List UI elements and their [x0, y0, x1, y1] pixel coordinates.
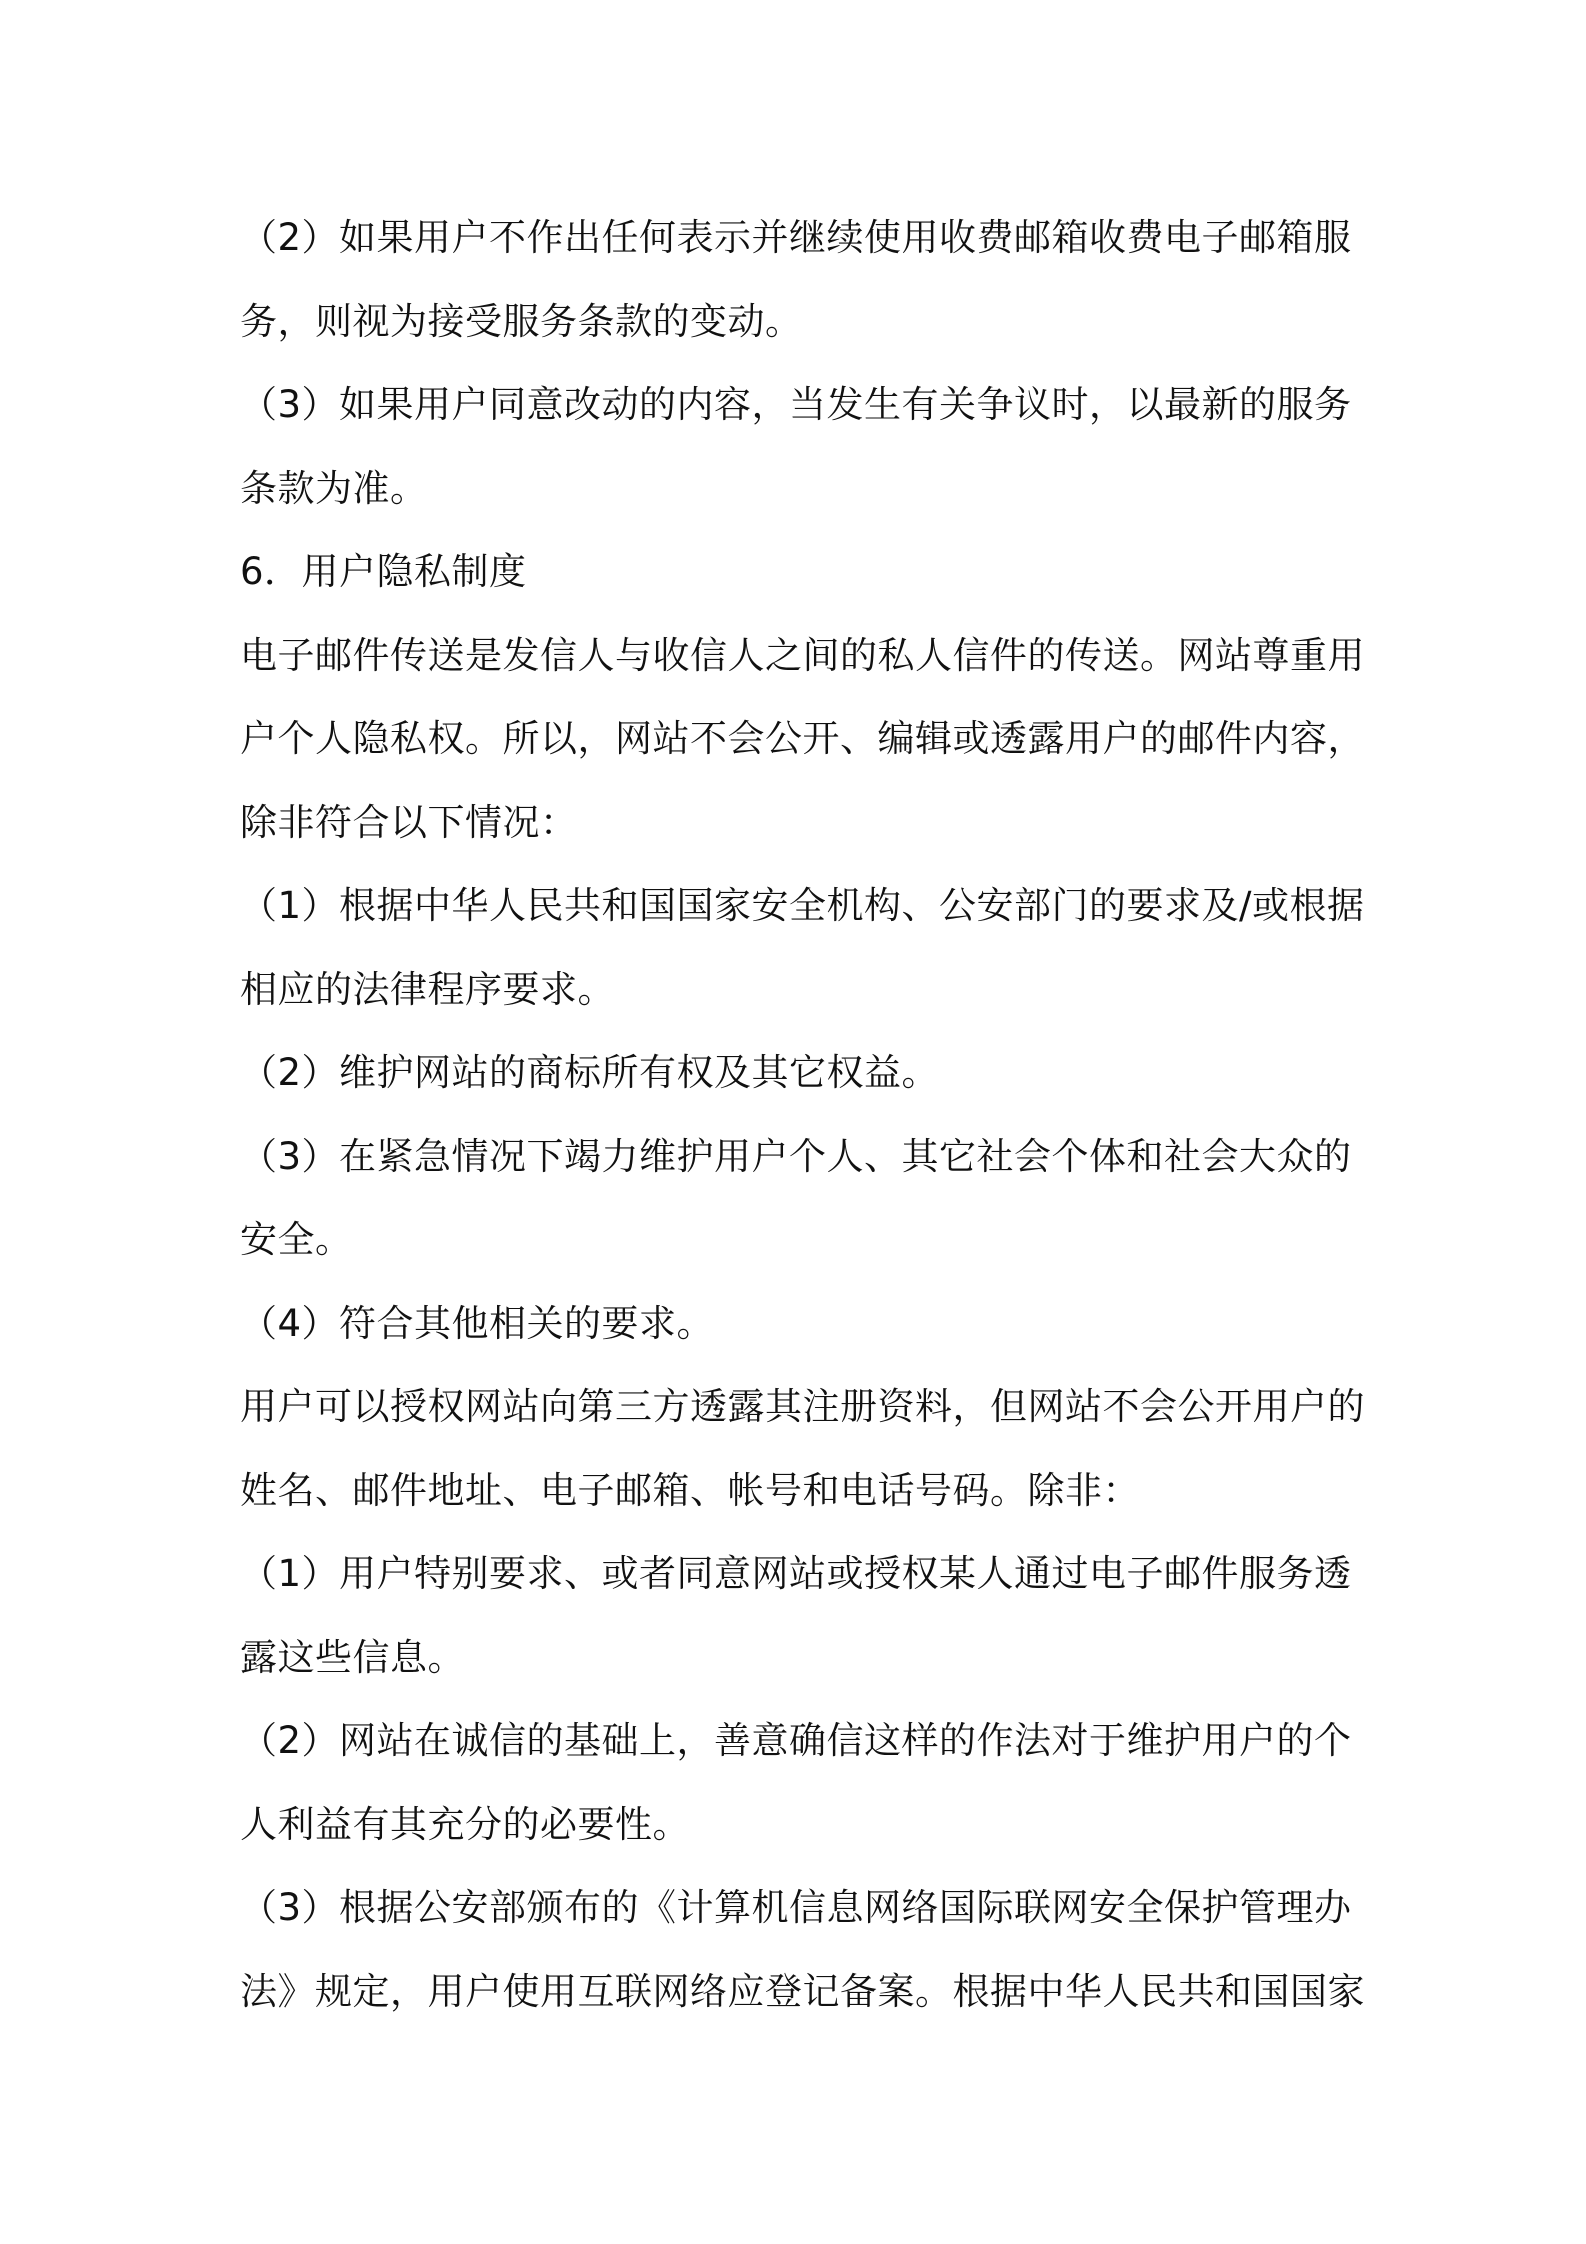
- section-heading: 6．用户隐私制度: [240, 550, 527, 593]
- text-line: （3）根据公安部颁布的《计算机信息网络国际联网安全保护管理办: [240, 1886, 1352, 1929]
- text-line: 务，则视为接受服务条款的变动。: [240, 299, 803, 343]
- text-line: （2）维护网站的商标所有权及其它权益。: [240, 1051, 940, 1094]
- text-line: 户个人隐私权。所以，网站不会公开、编辑或透露用户的邮件内容，: [240, 717, 1365, 760]
- text-line: 露这些信息。: [240, 1635, 465, 1679]
- text-line: 相应的法律程序要求。: [240, 967, 615, 1011]
- document-body: [240, 196, 1365, 2033]
- text-line: 安全。: [240, 1218, 353, 1261]
- text-line: 人利益有其充分的必要性。: [240, 1802, 690, 1846]
- text-line: 姓名、邮件地址、电子邮箱、帐号和电话号码。除非：: [240, 1468, 1140, 1512]
- text-line: 除非符合以下情况：: [240, 800, 578, 844]
- text-line: （2）网站在诚信的基础上，善意确信这样的作法对于维护用户的个: [240, 1719, 1352, 1762]
- text-line: （4）符合其他相关的要求。: [240, 1301, 715, 1345]
- text-line: （1）根据中华人民共和国国家安全机构、公安部门的要求及/或根据: [240, 884, 1365, 927]
- text-line: （3）在紧急情况下竭力维护用户个人、其它社会个体和社会大众的: [240, 1134, 1352, 1178]
- text-line: （2）如果用户不作出任何表示并继续使用收费邮箱收费电子邮箱服: [240, 216, 1352, 259]
- text-line: 条款为准。: [240, 466, 428, 510]
- text-line: （1）用户特别要求、或者同意网站或授权某人通过电子邮件服务透: [240, 1552, 1352, 1595]
- text-line: 电子邮件传送是发信人与收信人之间的私人信件的传送。网站尊重用: [240, 633, 1365, 677]
- text-line: 用户可以授权网站向第三方透露其注册资料，但网站不会公开用户的: [240, 1385, 1365, 1428]
- text-line: 法》规定，用户使用互联网络应登记备案。根据中华人民共和国国家: [240, 1969, 1365, 2013]
- text-line: （3）如果用户同意改动的内容，当发生有关争议时，以最新的服务: [240, 383, 1352, 426]
